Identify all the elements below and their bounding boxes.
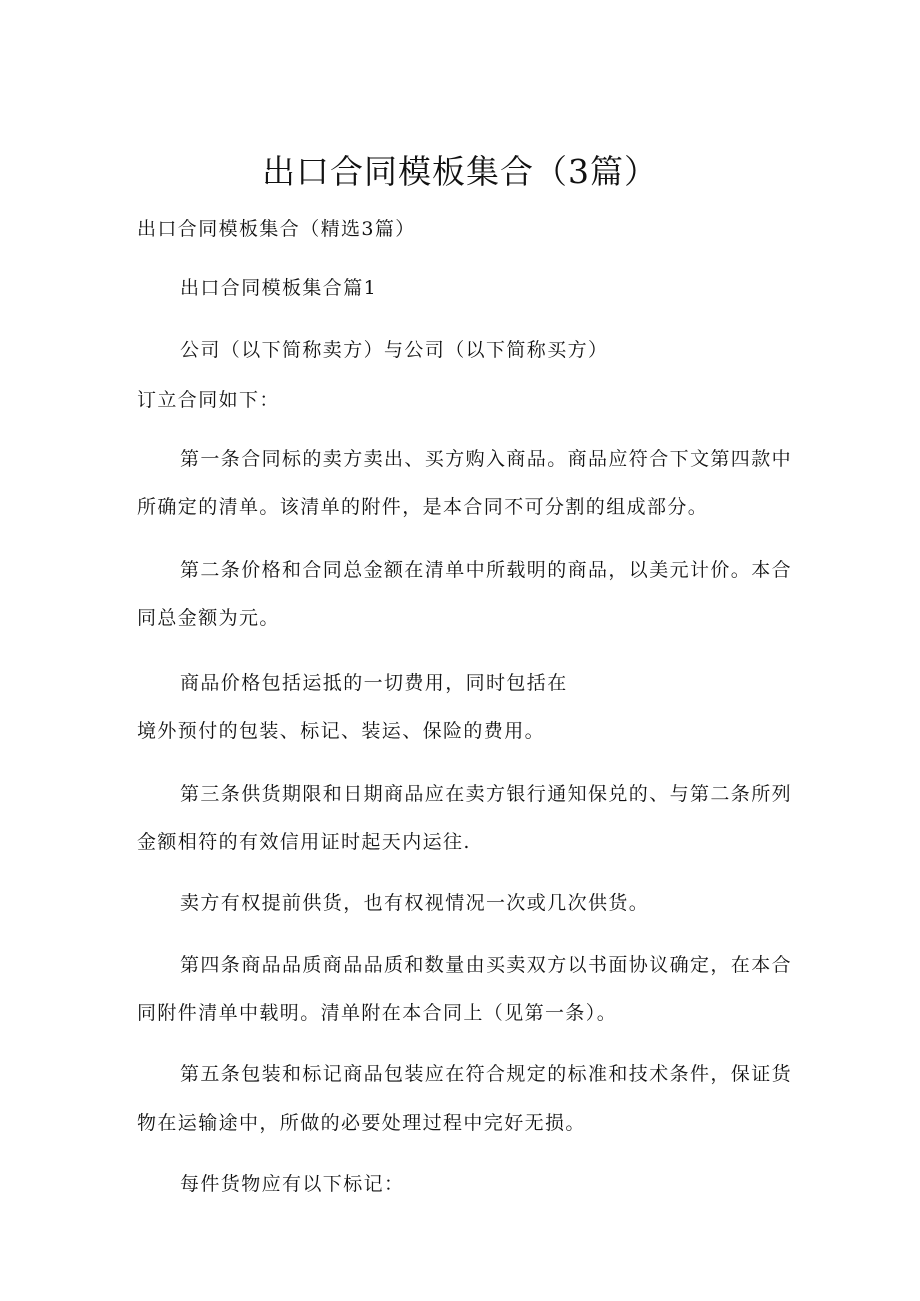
paragraph-line: 第四条商品品质商品品质和数量由买卖双方以书面协议确定，在本合 (180, 954, 793, 976)
paragraph-line: 公司（以下简称卖方）与公司（以下简称买方） (180, 339, 609, 361)
paragraph-line: 商品价格包括运抵的一切费用，同时包括在 (180, 672, 568, 694)
paragraph-line: 卖方有权提前供货，也有权视情况一次或几次供货。 (180, 892, 650, 914)
paragraph-line: 同总金额为元。 (137, 607, 280, 629)
paragraph-line: 物在运输途中，所做的必要处理过程中完好无损。 (137, 1112, 586, 1134)
paragraph-line: 第五条包装和标记商品包装应在符合规定的标准和技术条件，保证货 (180, 1063, 793, 1085)
paragraph-line: 第二条价格和合同总金额在清单中所载明的商品，以美元计价。本合 (180, 559, 793, 581)
document-title: 出口合同模板集合（3篇） (262, 152, 658, 191)
paragraph-line: 境外预付的包装、标记、装运、保险的费用。 (137, 720, 546, 742)
paragraph-line: 所确定的清单。该清单的附件，是本合同不可分割的组成部分。 (137, 496, 709, 518)
paragraph-line: 订立合同如下： (137, 389, 280, 411)
paragraph-line: 第一条合同标的卖方卖出、买方购入商品。商品应符合下文第四款中 (180, 448, 793, 470)
paragraph-line: 同附件清单中载明。清单附在本合同上（见第一条）。 (137, 1002, 618, 1024)
paragraph-line: 金额相符的有效信用证时起天内运往. (137, 831, 471, 853)
paragraph-line: 第三条供货期限和日期商品应在卖方银行通知保兑的、与第二条所列 (180, 783, 793, 805)
document-subtitle: 出口合同模板集合（精选3篇） (137, 218, 416, 240)
section-heading: 出口合同模板集合篇1 (180, 277, 378, 299)
paragraph-line: 每件货物应有以下标记： (180, 1173, 405, 1195)
